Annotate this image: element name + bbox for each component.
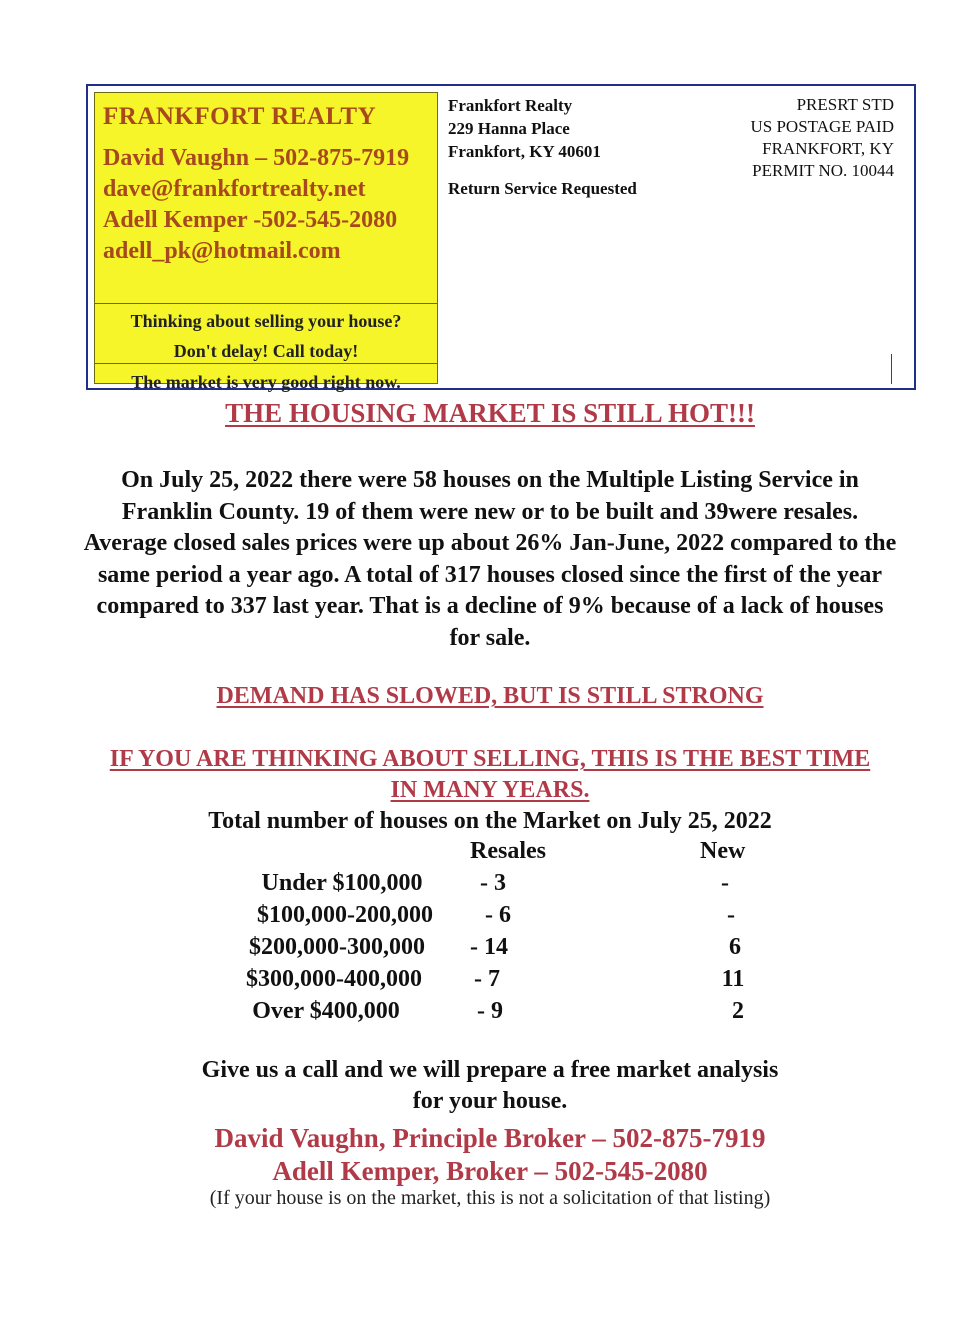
new-count: 2 bbox=[732, 998, 744, 1024]
postage-indicia bbox=[751, 94, 895, 182]
agent-info-box bbox=[94, 92, 438, 392]
disclaimer: (If your house is on the market, this is not a solicitation of that listing) bbox=[209, 1187, 771, 1209]
price-range: $200,000-300,000 bbox=[249, 934, 425, 960]
resales-count: - 9 bbox=[477, 998, 503, 1024]
company-name: FRANKFORT REALTY bbox=[103, 103, 377, 130]
call-to-action bbox=[0, 1055, 980, 1117]
return-address bbox=[448, 94, 637, 200]
divider bbox=[95, 303, 437, 304]
demand-heading: DEMAND HAS SLOWED, BUT IS STILL STRONG bbox=[216, 683, 764, 709]
return-street: 229 Hanna Place bbox=[448, 119, 570, 138]
broker-line: Adell Kemper, Broker – 502-545-2080 bbox=[272, 1156, 708, 1186]
column-header-resales: Resales bbox=[470, 838, 546, 864]
divider bbox=[95, 363, 437, 364]
cta-line: for your house. bbox=[412, 1088, 568, 1114]
price-range: $100,000-200,000 bbox=[257, 902, 433, 928]
selling-heading: IF YOU ARE THINKING ABOUT SELLING, THIS IS THE BEST TIME IN MANY YEARS. bbox=[109, 746, 871, 803]
mailing-panel bbox=[86, 84, 916, 390]
agent1-email: dave@frankfortrealty.net bbox=[103, 176, 366, 202]
resales-count: - 14 bbox=[470, 934, 508, 960]
postage-line: FRANKFORT, KY bbox=[762, 139, 894, 158]
broker-line: David Vaughn, Principle Broker – 502-875-7919 bbox=[214, 1123, 766, 1153]
return-city: Frankfort, KY 40601 bbox=[448, 142, 601, 161]
postage-line: PERMIT NO. 10044 bbox=[752, 161, 894, 180]
price-range: Under $100,000 bbox=[261, 870, 423, 896]
tagline-question: Thinking about selling your house? bbox=[130, 311, 402, 331]
column-header-new: New bbox=[700, 838, 746, 864]
headline: THE HOUSING MARKET IS STILL HOT!!! bbox=[225, 398, 755, 428]
return-name: Frankfort Realty bbox=[448, 96, 573, 115]
postage-line: US POSTAGE PAID bbox=[750, 117, 894, 136]
new-count: 11 bbox=[721, 966, 745, 992]
price-range: Over $400,000 bbox=[252, 998, 400, 1024]
new-count: - bbox=[727, 902, 735, 928]
broker-contacts bbox=[0, 1122, 980, 1188]
agent2-email: adell_pk@hotmail.com bbox=[103, 238, 341, 264]
new-count: - bbox=[721, 870, 729, 896]
resales-count: - 3 bbox=[480, 870, 506, 896]
agent1-phone: David Vaughn – 502-875-7919 bbox=[103, 145, 410, 171]
market-paragraph: On July 25, 2022 there were 58 houses on the Multiple Listing Service in Franklin County. 19 of them were new or to be built and 39were resales. Average closed sales prices were up about 26% Jan-June, 2022 compared to the same period a year ago. A total of 317 houses closed since the first of the year compared to 337 last year. That is a decline of 9% because of a lack of houses for sale. bbox=[83, 467, 897, 651]
tagline-market: The market is very good right now. bbox=[131, 372, 401, 392]
agent2-phone: Adell Kemper -502-545-2080 bbox=[103, 207, 398, 233]
new-count: 6 bbox=[729, 934, 741, 960]
tagline-call: Don't delay! Call today! bbox=[173, 341, 359, 361]
cta-line: Give us a call and we will prepare a free market analysis bbox=[201, 1057, 779, 1083]
resales-count: - 7 bbox=[474, 966, 500, 992]
price-range: $300,000-400,000 bbox=[246, 966, 422, 992]
table-title: Total number of houses on the Market on July 25, 2022 bbox=[208, 808, 772, 834]
divider bbox=[891, 354, 892, 384]
postage-line: PRESRT STD bbox=[796, 95, 894, 114]
return-service: Return Service Requested bbox=[448, 179, 637, 198]
resales-count: - 6 bbox=[485, 902, 511, 928]
